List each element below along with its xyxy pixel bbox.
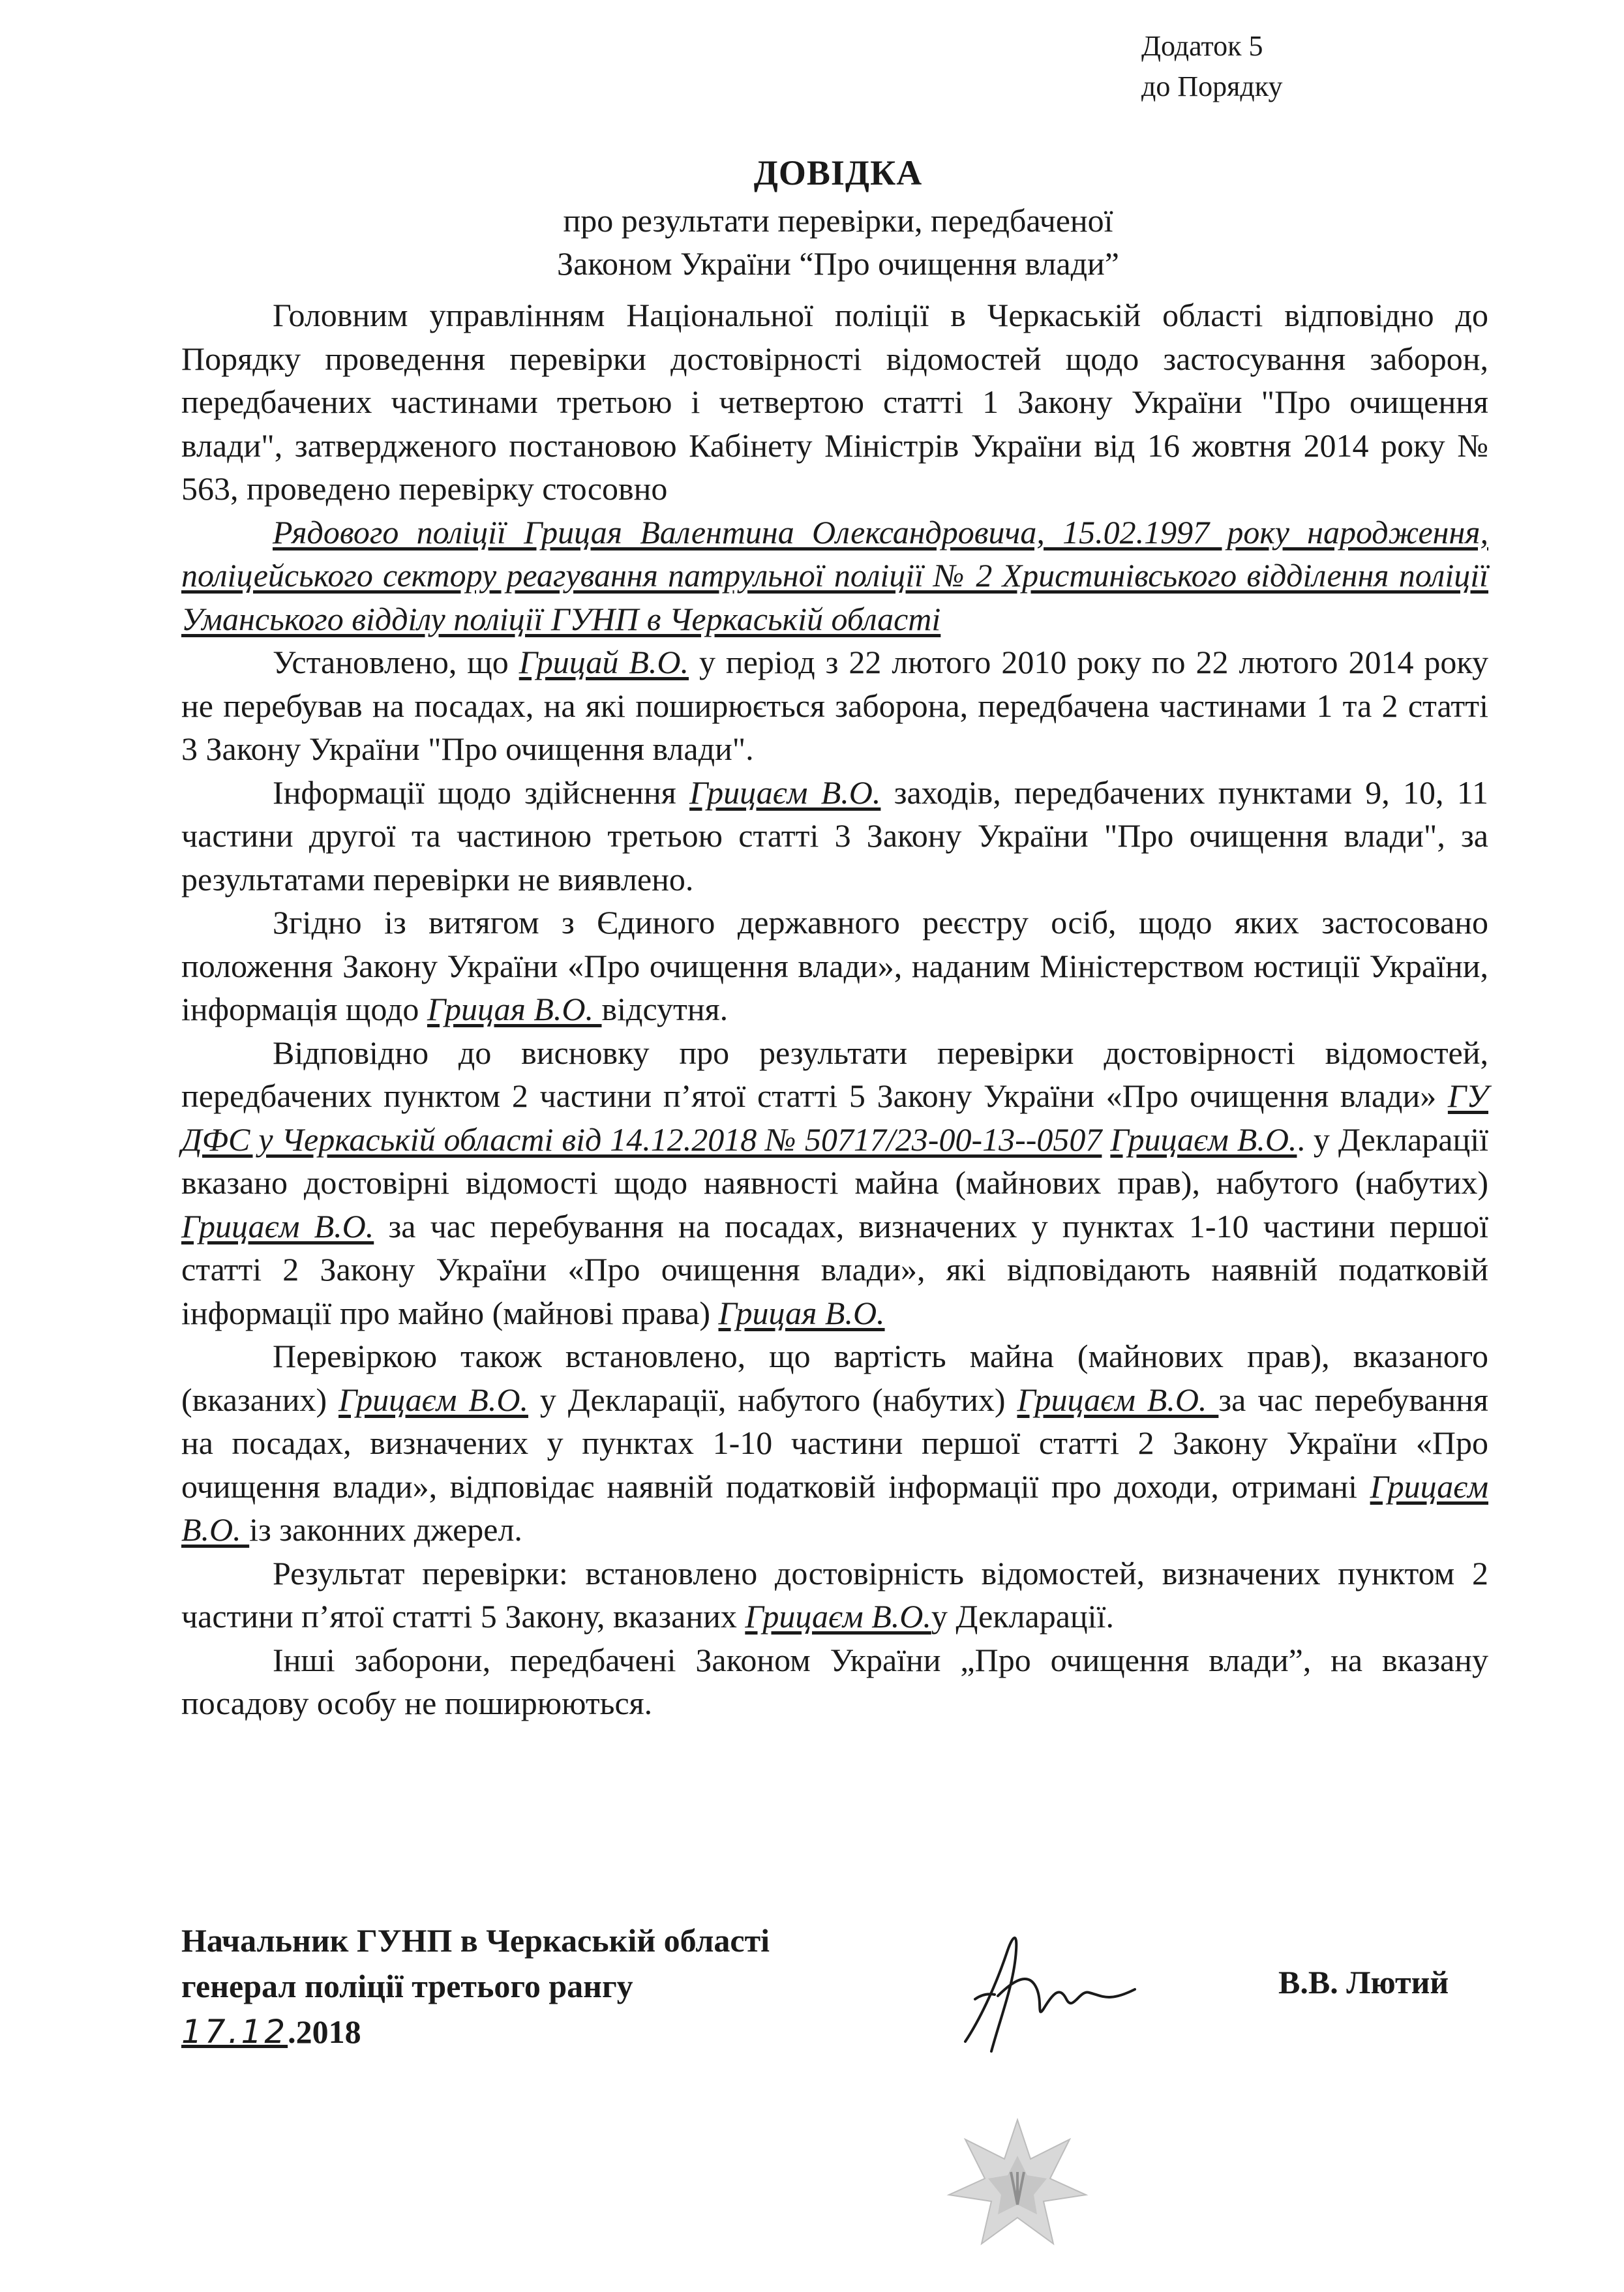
person-name-ref: Грицаєм В.О.: [181, 1207, 374, 1244]
paragraph-property-value: Перевіркою також встановлено, що вартість майна (майнових прав), вказаного (вказаних) Грицаєм В.О. у Декларації, набутого (набутих) Грицаєм В.О. за час перебування на посадах, визначених у пунктах 1-10 частини першої статті 2 Закону України «Про очищення влади», відповідає наявній податковій інформації про доходи, отримані Грицаєм В.О. із законних джерел.: [181, 1338, 1488, 1548]
person-name-ref: Грицаєм В.О.: [338, 1381, 528, 1418]
person-name-ref: Грицай В.О.: [519, 644, 689, 680]
appendix-note: [1141, 26, 1283, 107]
appendix-line-1: Додаток 5: [1141, 30, 1263, 62]
subtitle-line-1: про результати перевірки, передбаченої: [563, 202, 1113, 239]
paragraph-measures: Інформації щодо здійснення Грицаєм В.О. заходів, передбачених пунктами 9, 10, 11 частини другої та частиною третьою статті 3 Закону України "Про очищення влади", за результатами перевірки не виявлено.: [181, 774, 1488, 897]
signature-date: 17.12.2018: [181, 2013, 361, 2051]
person-details: Рядового поліції Грицая Валентина Олександровича, 15.02.1997 року народження, поліцейського сектору реагування патрульної поліції № 2 Христинівського відділення поліції Уманського відділу поліції ГУНП в Черкаській області: [181, 513, 1488, 637]
document-title: ДОВІДКА: [753, 153, 923, 192]
tax-office-ref: ГУ ДФС у Черкаській області від 14.12.2018 № 50717/23-00-13--0507: [181, 1078, 1488, 1158]
person-name-ref: Грицаєм В.О.: [745, 1598, 931, 1635]
appendix-line-2: до Порядку: [1141, 70, 1283, 102]
person-name-ref: Грицая В.О.: [427, 991, 602, 1027]
handwritten-date: 17.12: [181, 2013, 288, 2051]
police-star-emblem: [946, 2113, 1089, 2257]
person-name-ref: Грицаєм В.О.: [181, 1468, 1488, 1548]
signatory-position-1: Начальник ГУНП в Черкаській області: [181, 1922, 770, 1959]
signatory-position-2: генерал поліції третього рангу: [181, 1968, 633, 2004]
signatory-block: [181, 1918, 770, 2055]
handwritten-signature: [939, 1911, 1161, 2068]
person-name-ref: Грицая В.О.: [718, 1294, 885, 1331]
document-body: [181, 294, 1488, 1725]
title-block: [0, 147, 1624, 285]
paragraph-registry: Згідно із витягом з Єдиного державного реєстру осіб, щодо яких застосовано положення Закону України «Про очищення влади», наданим Міністерством юстиції України, інформація щодо Грицая В.О. відсутня.: [181, 904, 1488, 1027]
signatory-name: В.В. Лютий: [1278, 1964, 1449, 2000]
paragraph-other-bans: Інші заборони, передбачені Законом України „Про очищення влади”, на вказану посадову особу не поширюються.: [181, 1641, 1488, 1721]
paragraph-conclusion: Відповідно до висновку про результати перевірки достовірності відомостей, передбачених пунктом 2 частини п’ятої статті 5 Закону України «Про очищення влади» ГУ ДФС у Черкаській області від 14.12.2018 № 50717/23-00-13--0507 Грицаєм В.О.. у Декларації вказано достовірні відомості щодо наявності майна (майнових прав), набутого (набутих) Грицаєм В.О. за час перебування на посадах, визначених у пунктах 1-10 частини першої статті 2 Закону України «Про очищення влади», які відповідають наявній податковій інформації про майно (майнові права) Грицая В.О.: [181, 1034, 1489, 1331]
person-name-ref: Грицаєм В.О.: [1110, 1121, 1297, 1158]
person-name-ref: Грицаєм В.О.: [1017, 1381, 1219, 1418]
subtitle-line-2: Законом України “Про очищення влади”: [557, 245, 1119, 282]
paragraph-intro: Головним управлінням Національної поліції в Черкаській області відповідно до Порядку проведення перевірки достовірності відомостей щодо застосування заборон, передбачених частинами третьою і четвертою статті 1 Закону України "Про очищення влади", затвердженого постановою Кабінету Міністрів України від 16 жовтня 2014 року № 563, проведено перевірку стосовно: [181, 297, 1488, 507]
paragraph-result: Результат перевірки: встановлено достовірність відомостей, визначених пунктом 2 частини п’ятої статті 5 Закону, вказаних Грицаєм В.О.у Декларації.: [181, 1554, 1488, 1635]
paragraph-established: Установлено, що Грицай В.О. у період з 22 лютого 2010 року по 22 лютого 2014 року не перебував на посадах, на які поширюється заборона, передбачена частинами 1 та 2 статті 3 Закону України "Про очищення влади".: [181, 644, 1489, 767]
person-name-ref: Грицаєм В.О.: [689, 774, 881, 811]
